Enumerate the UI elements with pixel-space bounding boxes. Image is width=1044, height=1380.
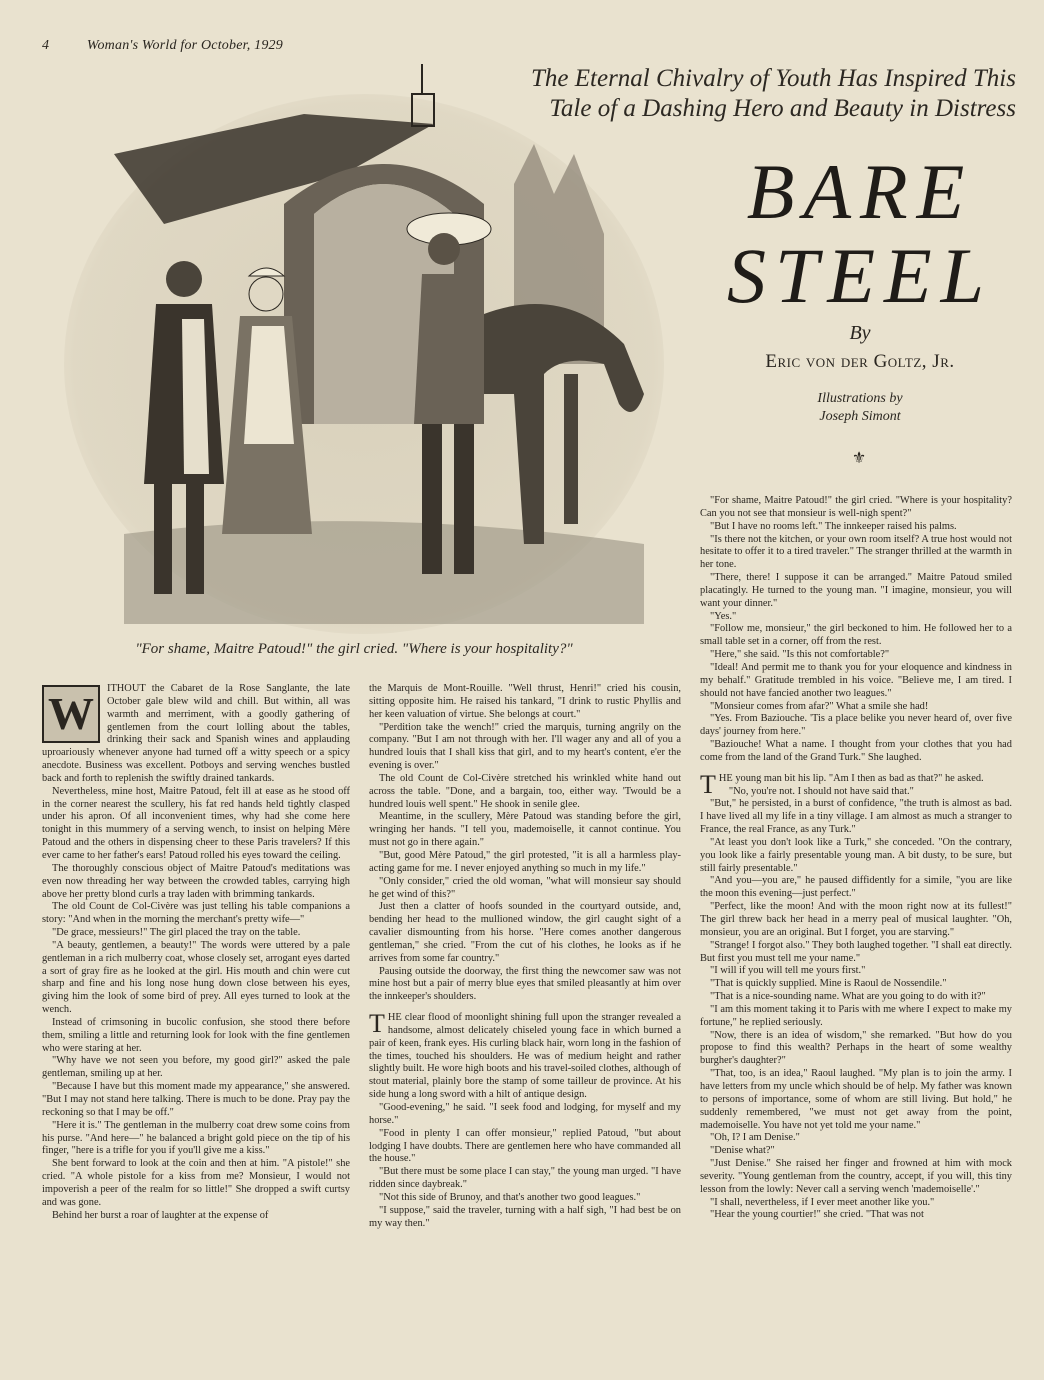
paragraph: Meantime, in the scullery, Mère Patoud was standing before the girl, wringing her hands. "I tell you, mademoiselle, it cannot continue. You must not go in there again." [369,811,681,849]
paragraph-text: HE young man bit his lip. "Am I then as bad as that?" he asked. [718,772,984,784]
illustrator-credit-line-1: Illustrations by [817,391,903,406]
paragraph: "Food in plenty I can offer monsieur," replied Patoud, "but about lodging I have doubts. There are gentlemen here who have commanded all the house." [369,1127,681,1165]
illustrator-credit-line-2: Joseph Simont [819,409,901,424]
paragraph: "And you—you are," he paused diffidently for a simile, "you are like the moon this evening—just perfect." [700,875,1012,900]
paragraph: "Why have we not seen you before, my good girl?" asked the pale gentleman, smiling up at her. [42,1055,350,1080]
paragraph: "At least you don't look like a Turk," she conceded. "On the contrary, you look like a fairly presentable young man. A bit dusty, to be sure, but still fairly presentable." [700,836,1012,874]
paragraph-text: HE clear flood of moonlight shining full upon the stranger revealed a handsome, almost delicately chiseled young face in which burned a pair of keen, frank eyes. His curling black hair, worn long in the fashion of the times, touched his shoulders. He was of medium height and rather slightly built. He wore high boots and his travel-soiled clothes, although of stout material, plainly bore the stamp of some tailleur de province. At his side hung a long sword with a hilt of antique design. [369,1012,681,1101]
paragraph [369,1009,681,1102]
deck-line-2: Tale of a Dashing Hero and Beauty in Distress [549,95,1016,122]
byline-by: By [849,322,871,344]
magazine-title: Woman's World for October, 1929 [86,38,283,53]
section-break [700,765,1012,773]
paragraph: "But I have no rooms left." The innkeeper raised his palms. [710,520,957,532]
paragraph: The thoroughly conscious object of Maitre Patoud's meditations was even now threading her way between the crowded tables, carrying high above her pretty blond curls a tray laden with brimming tankards. [42,862,350,900]
paragraph: "Here," she said. "Is this not comfortable?" [710,649,890,661]
paragraph: "Good-evening," he said. "I seek food and lodging, for myself and my horse." [369,1102,681,1126]
title-line-2: STEEL [726,232,994,319]
section-break [369,1004,681,1012]
running-head [42,38,283,54]
deck-line-1: The Eternal Chivalry of Youth Has Inspired This [531,65,1016,92]
paragraph: The old Count de Col-Civère stretched his wrinkled white hand out across the table. "Done, and a bargain, too, either way. 'Twould be a hundred louis well spent." He shook in senile glee. [369,772,681,810]
paragraph: the Marquis de Mont-Rouille. "Well thrust, Henri!" cried his cousin, sitting opposite him. He raised his tankard, "I drink to rustic Phyllis and her keen valuation of virtue. She belongs at court." [369,683,681,720]
initial-cap: T [700,769,716,799]
paragraph: "Monsieur comes from afar?" What a smile she had! [710,700,929,712]
paragraph: "No, you're not. I should not have said that." [728,785,914,797]
paragraph: "Here it is." The gentleman in the mulberry coat drew some coins from his purse. "And here—" he balanced a bright gold piece on the tip of his finger, "here is a trifle for you if you'll give me a kiss." [42,1119,350,1157]
paragraph: "I will if you will tell me yours first." [710,965,866,977]
paragraph: Pausing outside the doorway, the first thing the newcomer saw was not mine host but a pair of merry blue eyes that smiled pleasantly at him over the innkeeper's shoulders. [369,965,681,1003]
paragraph: "Hear the young courtier!" she cried. "That was not [710,1209,924,1221]
paragraph: Instead of crimsoning in bucolic confusion, she stood there before them, smiling a little and returning look for look with the fine gentlemen who were staring at her. [42,1016,350,1054]
story-illustration [44,64,664,634]
paragraph: "Follow me, monsieur," the girl beckoned to him. He followed her to a small table set in a corner, off from the rest. [700,623,1012,648]
paragraph: "But, good Mère Patoud," the girl protested, "it is all a harmless play-acting game for me. I never enjoyed anything so much in my life." [369,849,681,874]
paragraph: "Strange! I forgot also." They both laughed together. "I shall eat directly. But first you must tell me your name." [700,939,1012,964]
drop-cap: W [42,685,100,743]
initial-cap: T [369,1009,385,1039]
paragraph: "That is quickly supplied. Mine is Raoul de Nossendile." [710,978,947,990]
paragraph: "There, there! I suppose it can be arranged." Maitre Patoud smiled placatingly. He turned to the young man. "I imagine, monsieur, you will want your dinner." [700,572,1012,609]
paragraph: "A beauty, gentlemen, a beauty!" The words were uttered by a pale gentleman in a rich mulberry coat, whose closely set, arrogant eyes darted a sort of gray fire as he looked at the girl. His mouth and chin were cut sharp and fine and his long nose hung down close between his eyes, giving him the look of some bird of prey. All eyes turned to look at the wench. [42,939,350,1016]
title-line-1: BARE [746,148,974,235]
paragraph: "Is there not the kitchen, or your own room itself? A true host would not hesitate to offer it to a tired traveler." The stranger thrilled at the warmth in her tone. [700,533,1012,571]
paragraph: "Perfect, like the moon! And with the moon right now at its fullest!" The girl threw back her head in a merry peal of musical laughter. "Oh, monsieur, you are an original. But I forget, you are starving." [700,901,1012,938]
paragraph: ITHOUT the Cabaret de la Rose Sanglante, the late October gale blew wild and chill. But within, all was warmth and merriment, with a goodly gathering of gentlemen from the court lolling about the tables, drinking their sack and Spanish wines and applauding uproariously whenever anyone had turned off a witty speech or a spicy anecdote. Business was excellent. Potboys and serving wenches bustled back and forth to replenish the swiftly drained tankards. [42,683,350,784]
paragraph: Just then a clatter of hoofs sounded in the courtyard outside, and, bending her head to the mullioned window, the girl caught sight of a cavalier dismounting from his horse. "Here comes another dangerous gentleman," she cried. "From the cut of his clothes, he looks as if he arrives from some far country." [369,901,681,964]
paragraph: Nevertheless, mine host, Maitre Patoud, felt ill at ease as he stood off in the corner nearest the scullery, his fat red hands held tightly clasped under his apron. Of all inconvenient times, why had she come here tonight in this mummery of a serving wench, to insist on helping Mère Patoud and the others in dispensing cheer to these Paris travelers? If this ever came to her father's ears! Patoud rolled his eyes toward the ceiling. [42,785,350,861]
paragraph: "Only consider," cried the old woman, "what will monsieur say should he get wind of this?" [369,875,681,900]
paragraph: "I am this moment taking it to Paris with me where I expect to make my fortune," he replied seriously. [700,1003,1012,1028]
paragraph: "Just Denise." She raised her finger and frowned at him with mock severity. "Young gentleman from the country, accept, if you will, this tiny lesson from the lowly: Never call a serving wench 'mademoiselle'." [700,1158,1012,1195]
paragraph: "That, too, is an idea," Raoul laughed. "My plan is to join the army. I have letters from my uncle which should be of help. My father was known to persons of importance, some of whom are still living. But hold," he suddenly remembered, "we must not get away from the point, mademoiselle. You have not yet told me your name." [700,1068,1012,1131]
paragraph: "But there must be some place I can stay," the young man urged. "I have ridden since daybreak." [369,1166,681,1191]
paragraph: "Ideal! And permit me to thank you for your eloquence and kindness in my behalf." Gratitude trembled in his voice. "Believe me, I am tired. I should not have fancied another two leagues." [700,661,1012,699]
paragraph: "But," he persisted, in a burst of confidence, "the truth is almost as bad. I have lived all my life in a tiny village. I am almost as much a stranger to France, the real France, as any Turk." [700,798,1012,836]
paragraph: "Yes. From Baziouche. 'Tis a place belike you never heard of, over five days' journey from here." [700,713,1012,738]
paragraph: "That is a nice-sounding name. What are you going to do with it?" [710,991,986,1003]
paragraph: "Baziouche! What a name. I thought from your clothes that you had come from the land of the Grand Turk." She laughed. [700,739,1012,763]
page-number: 4 [42,38,50,53]
byline [700,322,1020,373]
ornament-icon: ⚜ [851,450,867,467]
paragraph: "Yes." [710,610,737,622]
story-column-1 [42,683,350,1222]
paragraph: "Not this side of Brunoy, and that's another two good leagues." [379,1191,641,1203]
paragraph: "Perdition take the wench!" cried the marquis, turning angrily on the company. "But I am not through with her. I'll wager any and all of you a hundred louis that I shall kiss that girl, and to my heart's content, e'er the evening is over." [369,721,681,772]
story-column-2 [369,683,681,1230]
paragraph: Behind her burst a roar of laughter at the expense of [52,1209,269,1221]
story-title [700,150,1020,318]
paragraph: "Because I have but this moment made my appearance," she answered. "But I may not stand here talking. There is much to be done. Pray pay the reckoning so that I may be off." [42,1081,350,1118]
paragraph: "Now, there is an idea of wisdom," she remarked. "But how do you propose to find this wealth? Perhaps in the heart of some wealthy burgher's daughter?" [700,1029,1012,1067]
paragraph: "Oh, I? I am Denise." [710,1132,800,1144]
story-column-3 [700,495,1012,1222]
paragraph: "For shame, Maitre Patoud!" the girl cried. "Where is your hospitality? Can you not see that monsieur is well-nigh spent?" [700,495,1012,519]
paragraph: "I shall, nevertheless, if I ever meet another like you." [710,1196,935,1208]
paragraph: She bent forward to look at the coin and then at him. "A pistole!" she cried. "A whole pistole for a kiss from me? Monsieur, I would not impoverish a peer of the realm for so little!" She dropped a swift curtsy and was gone. [42,1158,350,1208]
paragraph: "I suppose," said the traveler, turning with a half sigh, "I had best be on my way then." [369,1204,681,1229]
paragraph: "Denise what?" [710,1145,775,1157]
paragraph: "De grace, messieurs!" The girl placed the tray on the table. [52,927,301,939]
paragraph: The old Count de Col-Civère was just telling his table companions a story: "And when in the morning the merchant's pretty wife—" [42,901,350,926]
illustrator-credit [700,390,1020,426]
illustration-caption: "For shame, Maitre Patoud!" the girl cried. "Where is your hospitality?" [135,641,573,657]
author-name: Eric von der Goltz, Jr. [765,351,955,372]
